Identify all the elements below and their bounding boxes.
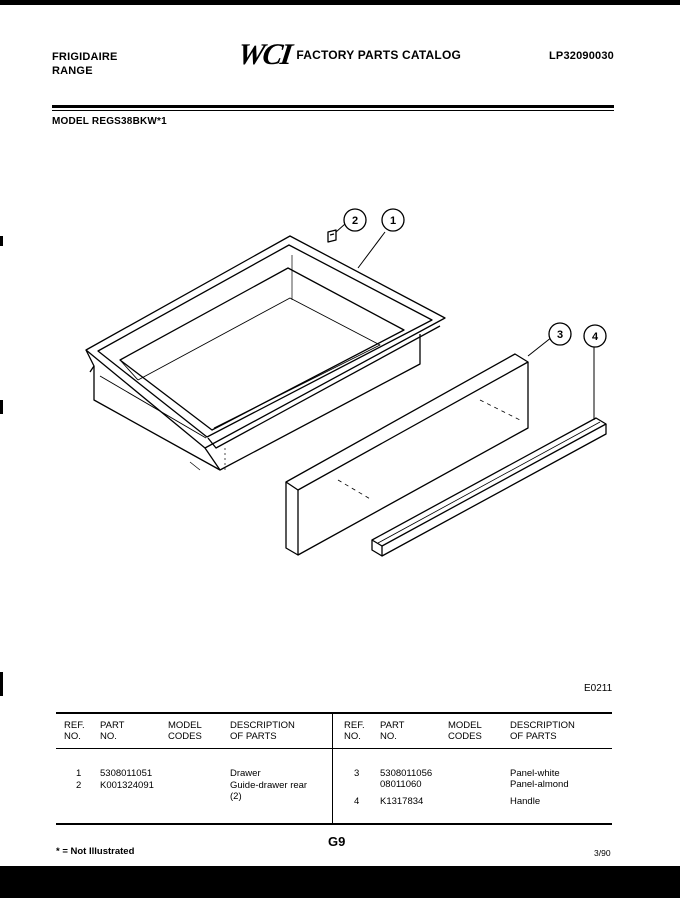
header-part-no: PART NO. — [380, 720, 405, 742]
callout-3 — [549, 323, 571, 345]
page-number: G9 — [328, 834, 346, 849]
header-part-no: PART NO. — [100, 720, 125, 742]
callout-label: 3 — [556, 329, 564, 341]
table-top-rule — [56, 712, 612, 714]
model-number: MODEL REGS38BKW*1 — [52, 116, 167, 127]
row-description: Panel-white Panel-almond — [510, 768, 569, 790]
row-ref: 4 — [354, 796, 360, 807]
row-description: Guide-drawer rear (2) — [230, 780, 308, 802]
product-type: RANGE — [52, 65, 93, 77]
row-part-no: 5308011051 — [100, 768, 153, 779]
header-description: DESCRIPTION OF PARTS — [230, 720, 295, 742]
row-part-no: 5308011056 08011060 — [380, 768, 433, 790]
row-ref: 3 — [354, 768, 360, 779]
guide-part — [328, 230, 336, 242]
header-description: DESCRIPTION OF PARTS — [510, 720, 575, 742]
bottom-scan-border — [0, 866, 680, 898]
header-model-codes: MODEL CODES — [448, 720, 482, 742]
diagram-code: E0211 — [584, 683, 613, 694]
row-part-no: K1317834 — [380, 796, 424, 807]
row-part-no: K001324091 — [100, 780, 154, 791]
header-ref-no: REF. NO. — [64, 720, 85, 742]
row-description: Handle — [510, 796, 541, 807]
revision-date: 3/90 — [594, 848, 611, 858]
callout-label: 4 — [591, 331, 599, 343]
catalog-id: LP32090030 — [549, 50, 614, 62]
callout-1 — [382, 209, 404, 231]
handle-part — [372, 418, 606, 556]
table-header-rule — [56, 748, 612, 749]
table-bottom-rule — [56, 823, 612, 825]
header-model-codes: MODEL CODES — [168, 720, 202, 742]
callout-2 — [344, 209, 366, 231]
callout-4 — [584, 325, 606, 347]
row-description: Drawer — [230, 768, 261, 779]
not-illustrated-note: * = Not Illustrated — [56, 846, 135, 857]
table-divider — [332, 713, 333, 823]
header-ref-no: REF. NO. — [344, 720, 365, 742]
row-ref: 1 — [76, 768, 82, 779]
callout-label: 1 — [389, 215, 397, 227]
callout-label: 2 — [351, 215, 359, 227]
catalog-title: FACTORY PARTS CATALOG — [296, 48, 462, 62]
brand-name: FRIGIDAIRE — [52, 51, 118, 63]
wci-logo: WCI — [235, 38, 293, 71]
row-ref: 2 — [76, 780, 82, 791]
